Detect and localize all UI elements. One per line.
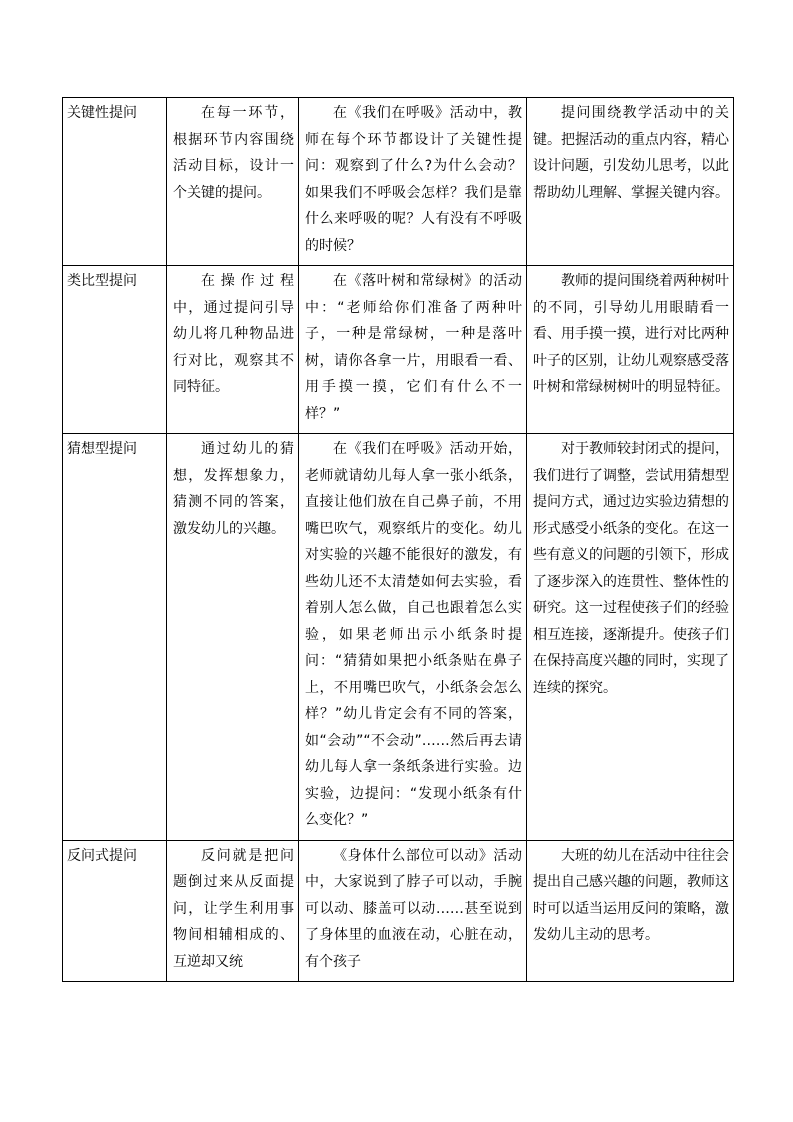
table-row — [63, 266, 734, 434]
definition-cell: 在每一环节，根据环节内容围绕活动目标，设计一个关键的提问。 — [167, 98, 299, 266]
question-type-cell: 猜想型提问 — [63, 434, 167, 841]
example-cell: 在《我们在呼吸》活动开始，老师就请幼儿每人拿一张小纸条，直接让他们放在自己鼻子前，不用嘴巴吹气，观察纸片的变化。幼儿对实验的兴趣不能很好的激发，有些幼儿还不太清楚如何去实验，看着别人怎么做，自己也跟着怎么实验，如果老师出示小纸条时提问：“猜猜如果把小纸条贴在鼻子上，不用嘴巴吹气，小纸条会怎么样？”幼儿肯定会有不同的答案，如“会动”“不会动”……然后再去请幼儿每人拿一条纸条进行实验。边实验，边提问：“发现小纸条有什么变化？” — [299, 434, 527, 841]
question-type-cell: 关键性提问 — [63, 98, 167, 266]
analysis-cell: 大班的幼儿在活动中往往会提出自己感兴趣的问题，教师这时可以适当运用反问的策略，激发幼儿主动的思考。 — [527, 840, 734, 982]
analysis-cell: 教师的提问围绕着两种树叶的不同，引导幼儿用眼睛看一看、用手摸一摸，进行对比两种叶子的区别，让幼儿观察感受落叶树和常绿树树叶的明显特征。 — [527, 266, 734, 434]
question-type-cell: 反问式提问 — [63, 840, 167, 982]
table-row — [63, 840, 734, 982]
analysis-cell: 提问围绕教学活动中的关键。把握活动的重点内容，精心设计问题，引发幼儿思考，以此帮助幼儿理解、掌握关键内容。 — [527, 98, 734, 266]
analysis-cell: 对于教师较封闭式的提问，我们进行了调整，尝试用猜想型提问方式，通过边实验边猜想的形式感受小纸条的变化。在这一些有意义的问题的引领下，形成了逐步深入的连贯性、整体性的研究。这一过程使孩子们的经验相互连接，逐渐提升。使孩子们在保持高度兴趣的同时，实现了连续的探究。 — [527, 434, 734, 841]
example-cell: 《身体什么部位可以动》活动中，大家说到了脖子可以动，手腕可以动、膝盖可以动……甚至说到了身体里的血液在动，心脏在动，有个孩子 — [299, 840, 527, 982]
table-row — [63, 98, 734, 266]
example-cell: 在《我们在呼吸》活动中，教师在每个环节都设计了关键性提问：观察到了什么?为什么会动？如果我们不呼吸会怎样？我们是靠什么来呼吸的呢？人有没有不呼吸的时候？ — [299, 98, 527, 266]
example-cell: 在《落叶树和常绿树》的活动中：“老师给你们准备了两种叶子，一种是常绿树，一种是落叶树，请你各拿一片，用眼看一看、用手摸一摸，它们有什么不一样？” — [299, 266, 527, 434]
table-row — [63, 434, 734, 841]
definition-cell: 通过幼儿的猜想，发挥想象力，猜测不同的答案，激发幼儿的兴趣。 — [167, 434, 299, 841]
definition-cell: 在操作过程中，通过提问引导幼儿将几种物品进行对比，观察其不同特征。 — [167, 266, 299, 434]
definition-cell: 反问就是把问题倒过来从反面提问，让学生利用事物间相辅相成的、互逆却又统 — [167, 840, 299, 982]
question-types-table — [62, 97, 734, 982]
question-type-cell: 类比型提问 — [63, 266, 167, 434]
